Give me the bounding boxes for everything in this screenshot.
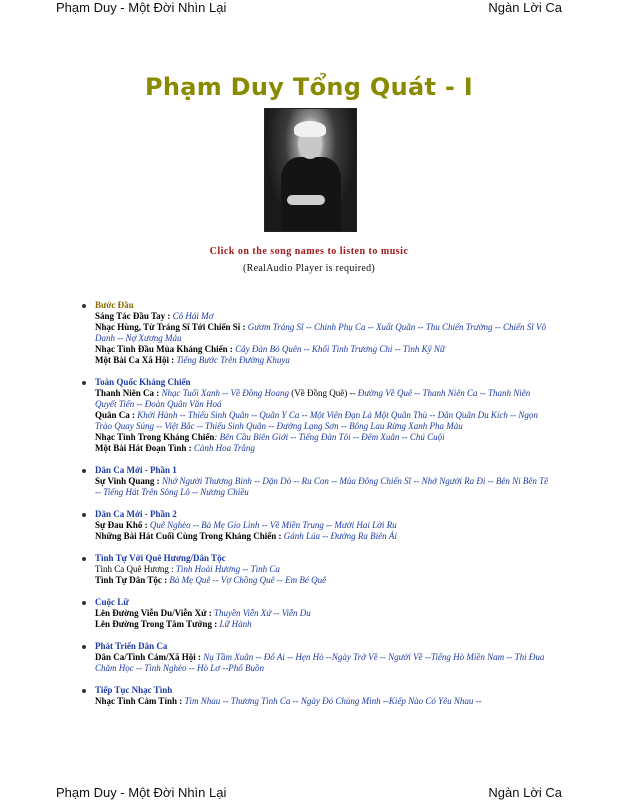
song-links[interactable]: : Bên Cầu Biên Giới -- Tiếng Đàn Tôi -- Đêm Xuân -- Chú Cuội — [214, 432, 445, 442]
song-section — [82, 465, 552, 498]
player-requirement: (RealAudio Player is required) — [242, 263, 376, 274]
song-group-label: Lên Đường Trong Tâm Tưởng : — [95, 619, 218, 629]
song-group-label: Sự Đau Khổ : — [95, 520, 148, 530]
song-line — [95, 355, 552, 366]
song-line — [95, 608, 552, 619]
song-section — [82, 377, 552, 454]
footer-book-title: Phạm Duy - Một Đời Nhìn Lại — [56, 785, 227, 800]
song-line — [95, 696, 552, 707]
song-group-label: Tình Ca Quê Hương : — [95, 564, 174, 574]
song-links[interactable]: Gánh Lúa -- Đường Ra Biên Ải — [281, 531, 397, 541]
song-section — [82, 685, 552, 707]
song-line — [95, 520, 552, 531]
song-line — [95, 432, 552, 443]
song-line — [95, 311, 552, 322]
song-group-label: Quân Ca : — [95, 410, 136, 420]
song-links[interactable]: Nụ Tầm Xuân -- Đố Ai -- Hẹn Hò --Ngày Trở Về -- Người Về --Tiếng Hò Miền Nam -- Thi Đua Chăm Học -- Tình Nghèo -- Hò Lơ --Phố Buồn — [95, 652, 545, 673]
song-group-label: Nhạc Tình Trong Kháng Chiến — [95, 432, 215, 442]
song-line — [95, 322, 552, 344]
song-line — [95, 476, 552, 498]
song-group-label: Nhạc Tình Đầu Mùa Kháng Chiến : — [95, 344, 233, 354]
song-section — [82, 597, 552, 630]
header-section-title: Ngàn Lời Ca — [488, 0, 562, 15]
section-title[interactable]: Dân Ca Mới - Phần 2 — [95, 509, 177, 519]
listen-instruction: Click on the song names to listen to music — [209, 246, 409, 257]
song-links[interactable]: Cây Đàn Bỏ Quên -- Khối Tình Trương Chi -- Tình Kỹ Nữ — [232, 344, 445, 354]
section-title[interactable]: Toàn Quốc Kháng Chiến — [95, 377, 191, 387]
song-links[interactable]: Khởi Hành -- Thiếu Sinh Quân -- Quân Y Ca -- Một Viên Đạn Là Một Quân Thù -- Dân Quân Du Kích -- Ngọn Trào Quay Súng -- Việt Bắc -- Thiếu Sinh Quân -- Đường Lạng Sơn -- Bông Lau Rừng Xanh Pha Màu — [95, 410, 538, 431]
song-line — [95, 575, 552, 586]
song-line — [95, 410, 552, 432]
song-group-label: Sáng Tác Đầu Tay : — [95, 311, 171, 321]
section-title[interactable]: Phát Triển Dân Ca — [95, 641, 168, 651]
portrait-hands — [287, 195, 325, 205]
portrait-body — [281, 157, 341, 231]
song-links[interactable]: Nhạc Tuổi Xanh -- Về Đồng Hoang — [159, 388, 290, 398]
song-section — [82, 509, 552, 542]
section-title[interactable]: Cuộc Lữ — [95, 597, 129, 607]
page-header — [0, 0, 618, 20]
song-links[interactable]: Gươm Tráng Sĩ -- Chinh Phụ Ca -- Xuất Quân -- Thu Chiến Trường -- Chiến Sĩ Vô Danh -- Nợ Xương Máu — [95, 322, 546, 343]
song-sections — [82, 300, 552, 718]
song-line — [95, 344, 552, 355]
song-section — [82, 300, 552, 366]
song-group-label: Một Bài Hát Đoạn Tình : — [95, 443, 192, 453]
song-links[interactable]: Thuyền Viễn Xứ -- Viễn Du — [211, 608, 311, 618]
song-group-label: Một Bài Ca Xã Hội : — [95, 355, 175, 365]
song-group-label: Thanh Niên Ca : — [95, 388, 160, 398]
page-footer — [0, 785, 618, 805]
song-links[interactable]: Lữ Hành — [217, 619, 252, 629]
song-line — [95, 388, 552, 410]
song-group-label: Tình Tự Dân Tộc : — [95, 575, 168, 585]
song-links[interactable]: Tìm Nhau -- Thương Tình Ca -- Ngày Đó Chúng Mình --Kiếp Nào Có Yêu Nhau -- — [182, 696, 482, 706]
portrait-photo — [264, 108, 357, 232]
section-title[interactable]: Bước Đầu — [95, 300, 134, 310]
song-group-label: Những Bài Hát Cuối Cùng Trong Kháng Chiến : — [95, 531, 282, 541]
song-links[interactable]: Tiếng Bước Trên Đường Khuya — [174, 355, 290, 365]
section-title[interactable]: Tình Tự Với Quê Hương/Dân Tộc — [95, 553, 226, 563]
song-links[interactable]: Quê Nghèo -- Bà Mẹ Gio Linh -- Về Miền Trung -- Mười Hai Lời Ru — [147, 520, 397, 530]
song-group-label: Dân Ca/Tình Cảm/Xã Hội : — [95, 652, 202, 662]
header-book-title: Phạm Duy - Một Đời Nhìn Lại — [56, 0, 227, 15]
song-links[interactable]: Đường Về Quê -- Thanh Niên Ca -- Thanh Niên Quyết Tiến -- Đoàn Quân Văn Hoá — [95, 388, 531, 409]
song-group-label: Lên Đường Viễn Du/Viễn Xứ : — [95, 608, 212, 618]
portrait-hair — [294, 121, 326, 137]
song-links[interactable]: Tình Hoài Hương -- Tình Ca — [173, 564, 280, 574]
song-line — [95, 619, 552, 630]
song-section — [82, 553, 552, 586]
song-links[interactable]: Bà Mẹ Quê -- Vợ Chồng Quê -- Em Bé Quê — [167, 575, 327, 585]
song-links[interactable]: Cành Hoa Trắng — [191, 443, 255, 453]
song-line — [95, 443, 552, 454]
song-line — [95, 531, 552, 542]
song-group-label: Sự Vinh Quang : — [95, 476, 160, 486]
page-title: Phạm Duy Tổng Quát - I — [144, 73, 474, 101]
song-section — [82, 641, 552, 674]
song-note: (Về Đồng Quê) -- — [289, 388, 356, 398]
song-group-label: Nhạc Hùng, Từ Tráng Sĩ Tới Chiến Sĩ : — [95, 322, 246, 332]
section-title[interactable]: Dân Ca Mới - Phần 1 — [95, 465, 177, 475]
song-group-label: Nhạc Tình Cảm Tính : — [95, 696, 183, 706]
section-title[interactable]: Tiếp Tục Nhạc Tình — [95, 685, 173, 695]
song-links[interactable]: Nhớ Người Thương Binh -- Dặn Dò -- Ru Con -- Mùa Đông Chiến Sĩ -- Nhớ Người Ra Đi -- Bên Ni Bên Tê -- Tiếng Hát Trên Sông Lô -- Nương Chiều — [95, 476, 549, 497]
song-line — [95, 564, 552, 575]
footer-section-title: Ngàn Lời Ca — [488, 785, 562, 800]
song-line — [95, 652, 552, 674]
song-links[interactable]: Cô Hái Mơ — [170, 311, 214, 321]
